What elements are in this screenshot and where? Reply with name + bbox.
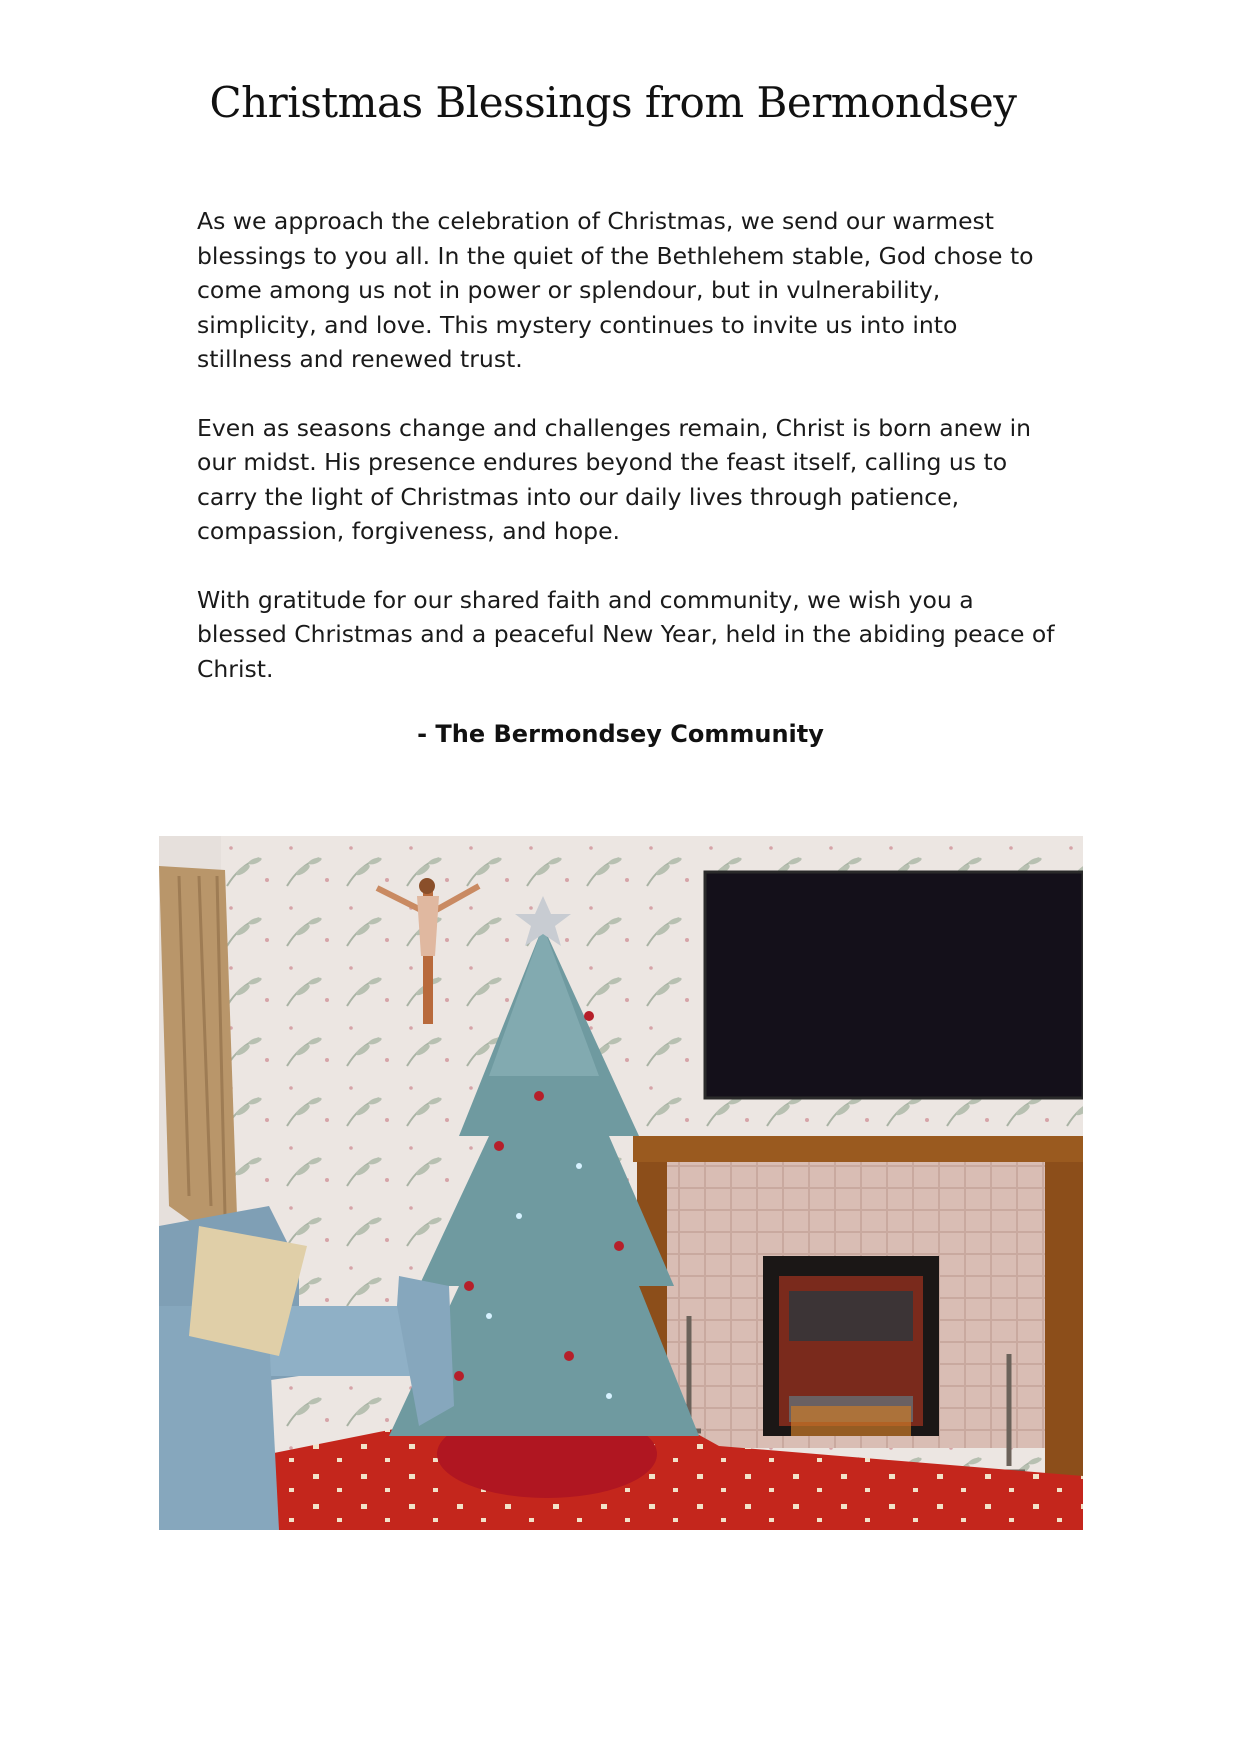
paragraph: As we approach the celebration of Christmas, we send our warmest blessings to you all. In the quiet of the Bethlehem stable, God chose to come among us not in power or splendour, but in vulnerability, simplicity, and love. This mystery continues to invite us into into stillness and renewed trust.	[197, 207, 1034, 373]
paragraph: Even as seasons change and challenges remain, Christ is born anew in our midst. His presence endures beyond the feast itself, calling us to carry the light of Christmas into our daily lives through patience, compassion, forgiveness, and hope.	[197, 413, 1032, 545]
page-title: Christmas Blessings from Bermondsey	[209, 78, 1017, 127]
christmas-room-photo	[159, 836, 1083, 1530]
room-illustration	[159, 836, 1083, 1530]
signature: - The Bermondsey Community	[417, 720, 824, 748]
paragraph: With gratitude for our shared faith and community, we wish you a blessed Christmas and a peaceful New Year, held in the abiding peace of Christ.	[197, 585, 1055, 683]
letter-body	[197, 204, 1057, 720]
television	[705, 872, 1083, 1098]
